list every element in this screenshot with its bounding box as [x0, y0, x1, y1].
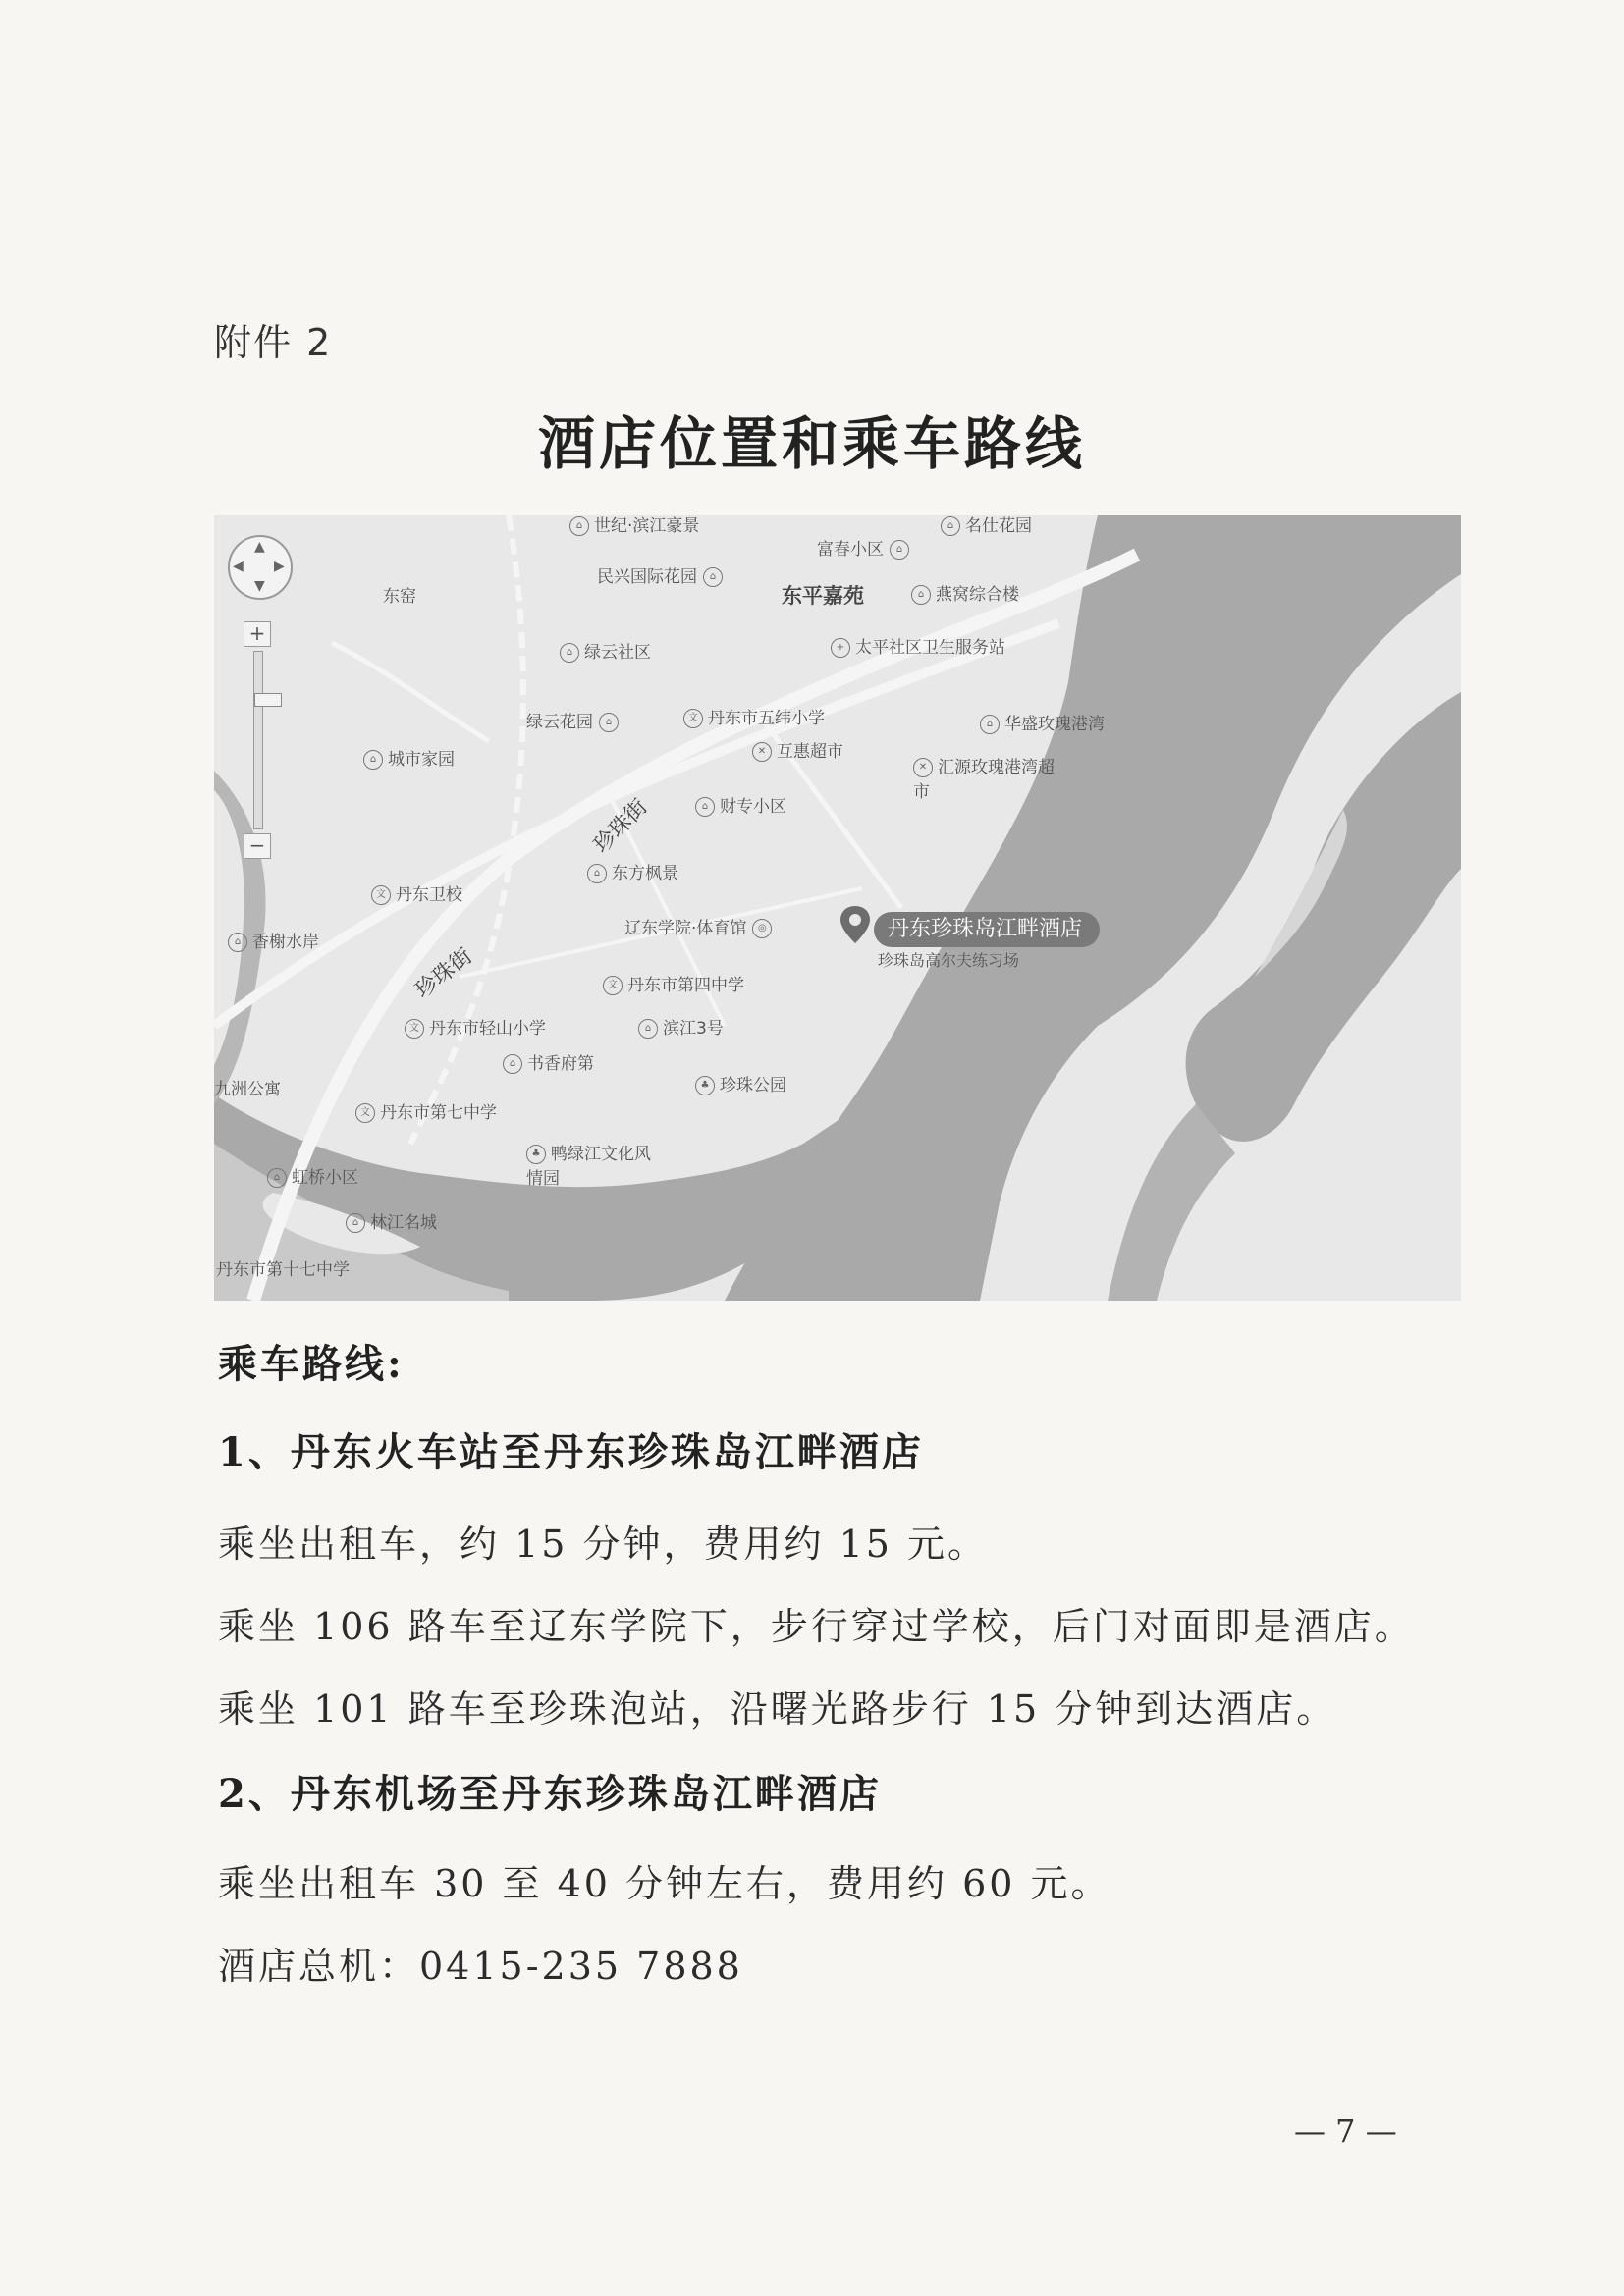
map-place: ♣ 珍珠公园	[695, 1071, 786, 1095]
school-icon: 文	[683, 709, 703, 728]
map-place: 文 丹东卫校	[371, 881, 462, 905]
map-place: 民兴国际花园 ⌂	[597, 562, 728, 587]
route-line: 乘坐 106 路车至辽东学院下，步行穿过学校，后门对面即是酒店。	[218, 1605, 1415, 1648]
park-icon: ♣	[695, 1076, 715, 1095]
map-place: ♣ 鸭绿江文化风情园	[526, 1145, 651, 1189]
zoom-slider[interactable]	[253, 651, 263, 829]
map-place: ⌂ 书香府第	[503, 1049, 594, 1074]
section-title: 2、丹东机场至丹东珍珠岛江畔酒店	[218, 1771, 882, 1817]
map-place: ⌂ 绿云社区	[560, 638, 651, 663]
zoom-slider-thumb[interactable]	[254, 693, 282, 707]
section-title: 1、丹东火车站至丹东珍珠岛江畔酒店	[218, 1429, 924, 1475]
school-icon: 文	[405, 1019, 424, 1039]
place-icon: ⌂	[569, 516, 589, 536]
place-icon: ⌂	[703, 567, 723, 587]
place-icon: ⌂	[267, 1168, 287, 1188]
place-icon: ⌂	[228, 933, 247, 952]
map-place: ⌂ 香榭水岸	[228, 928, 319, 952]
map-place: ⌂ 林江名城	[346, 1208, 437, 1233]
hotel-sub-label: 珍珠岛高尔夫练习场	[878, 951, 1020, 970]
map-pan-control[interactable]	[228, 535, 293, 600]
place-icon: ⌂	[638, 1019, 658, 1039]
map-place: ⌂ 华盛玫瑰港湾	[980, 710, 1105, 734]
map-place: ⌂ 世纪·滨江豪景	[569, 515, 699, 536]
zoom-out-button[interactable]: −	[244, 833, 271, 859]
map-place: 文 丹东市第七中学	[355, 1098, 497, 1123]
place-icon: ⌂	[363, 750, 383, 770]
map-place: ⌂ 东方枫景	[587, 859, 678, 883]
place-icon: ⌂	[587, 864, 607, 883]
pan-up-icon[interactable]: ▲	[254, 539, 265, 555]
pan-down-icon[interactable]: ▼	[254, 578, 265, 594]
map-place: 辽东学院·体育馆 ◎	[624, 914, 777, 938]
road-label: 珍珠街	[589, 794, 653, 859]
map-place: 九洲公寓	[214, 1080, 281, 1099]
map-place: 富春小区 ⌂	[817, 535, 914, 560]
place-icon: ⌂	[941, 516, 960, 536]
map-place: 文 丹东市五纬小学	[683, 704, 825, 728]
location-pin-icon	[840, 906, 870, 943]
page-number: — 7 —	[1294, 2112, 1397, 2150]
attachment-label: 附件 2	[214, 321, 333, 364]
sport-icon: ◎	[752, 919, 772, 938]
map-place: ⌂ 财专小区	[695, 792, 786, 817]
road-label: 珍珠街	[410, 943, 477, 1004]
map-place: ⌂ 虹桥小区	[267, 1163, 358, 1188]
routes-heading: 乘车路线:	[218, 1341, 405, 1387]
place-icon: ⌂	[560, 643, 579, 663]
zoom-in-button[interactable]: +	[244, 621, 271, 647]
place-icon: ⌂	[911, 585, 931, 605]
map-place: ✕ 互惠超市	[752, 737, 843, 762]
place-icon: ⌂	[599, 713, 619, 732]
pan-left-icon[interactable]: ◀	[233, 559, 244, 574]
route-line: 乘坐出租车，约 15 分钟，费用约 15 元。	[218, 1522, 989, 1566]
map-place: ⌂ 名仕花园	[941, 515, 1032, 536]
school-icon: 文	[355, 1103, 375, 1123]
school-icon: 文	[371, 885, 391, 905]
hotel-phone: 酒店总机：0415-235 7888	[218, 1945, 743, 1988]
place-icon: ⌂	[346, 1213, 365, 1233]
place-icon: ⌂	[695, 797, 715, 817]
school-icon: 文	[603, 976, 623, 995]
map-place: ✕ 汇源玫瑰港湾超市	[913, 758, 1055, 802]
route-line: 乘坐 101 路车至珍珠泡站，沿曙光路步行 15 分钟到达酒店。	[218, 1687, 1337, 1731]
hotel-name-label: 丹东珍珠岛江畔酒店	[874, 912, 1100, 947]
map-place: + 太平社区卫生服务站	[831, 633, 1005, 658]
map-place: 文 丹东市轻山小学	[405, 1014, 546, 1039]
page-title: 酒店位置和乘车路线	[537, 410, 1086, 477]
place-icon: ⌂	[890, 540, 909, 560]
map-place: 文 丹东市第四中学	[603, 971, 744, 995]
map-zoom-control[interactable]	[244, 621, 273, 857]
map-place: 丹东市第十七中学	[216, 1260, 350, 1280]
map-place: ⌂ 燕窝综合楼	[911, 580, 1019, 605]
place-icon: ⌂	[980, 715, 1000, 734]
hospital-icon: +	[831, 638, 850, 658]
map[interactable]	[214, 515, 1461, 1301]
park-icon: ♣	[526, 1145, 546, 1164]
map-place: 绿云花园 ⌂	[526, 708, 623, 732]
pan-right-icon[interactable]: ▶	[274, 559, 285, 574]
shop-icon: ✕	[913, 758, 933, 777]
map-place: 东平嘉苑	[782, 584, 864, 608]
map-place: ⌂ 城市家园	[363, 745, 455, 770]
map-place: ⌂ 滨江3号	[638, 1014, 724, 1039]
route-line: 乘坐出租车 30 至 40 分钟左右，费用约 60 元。	[218, 1862, 1111, 1905]
shop-icon: ✕	[752, 742, 772, 762]
place-icon: ⌂	[503, 1054, 522, 1074]
map-place: 东窑	[383, 587, 416, 607]
